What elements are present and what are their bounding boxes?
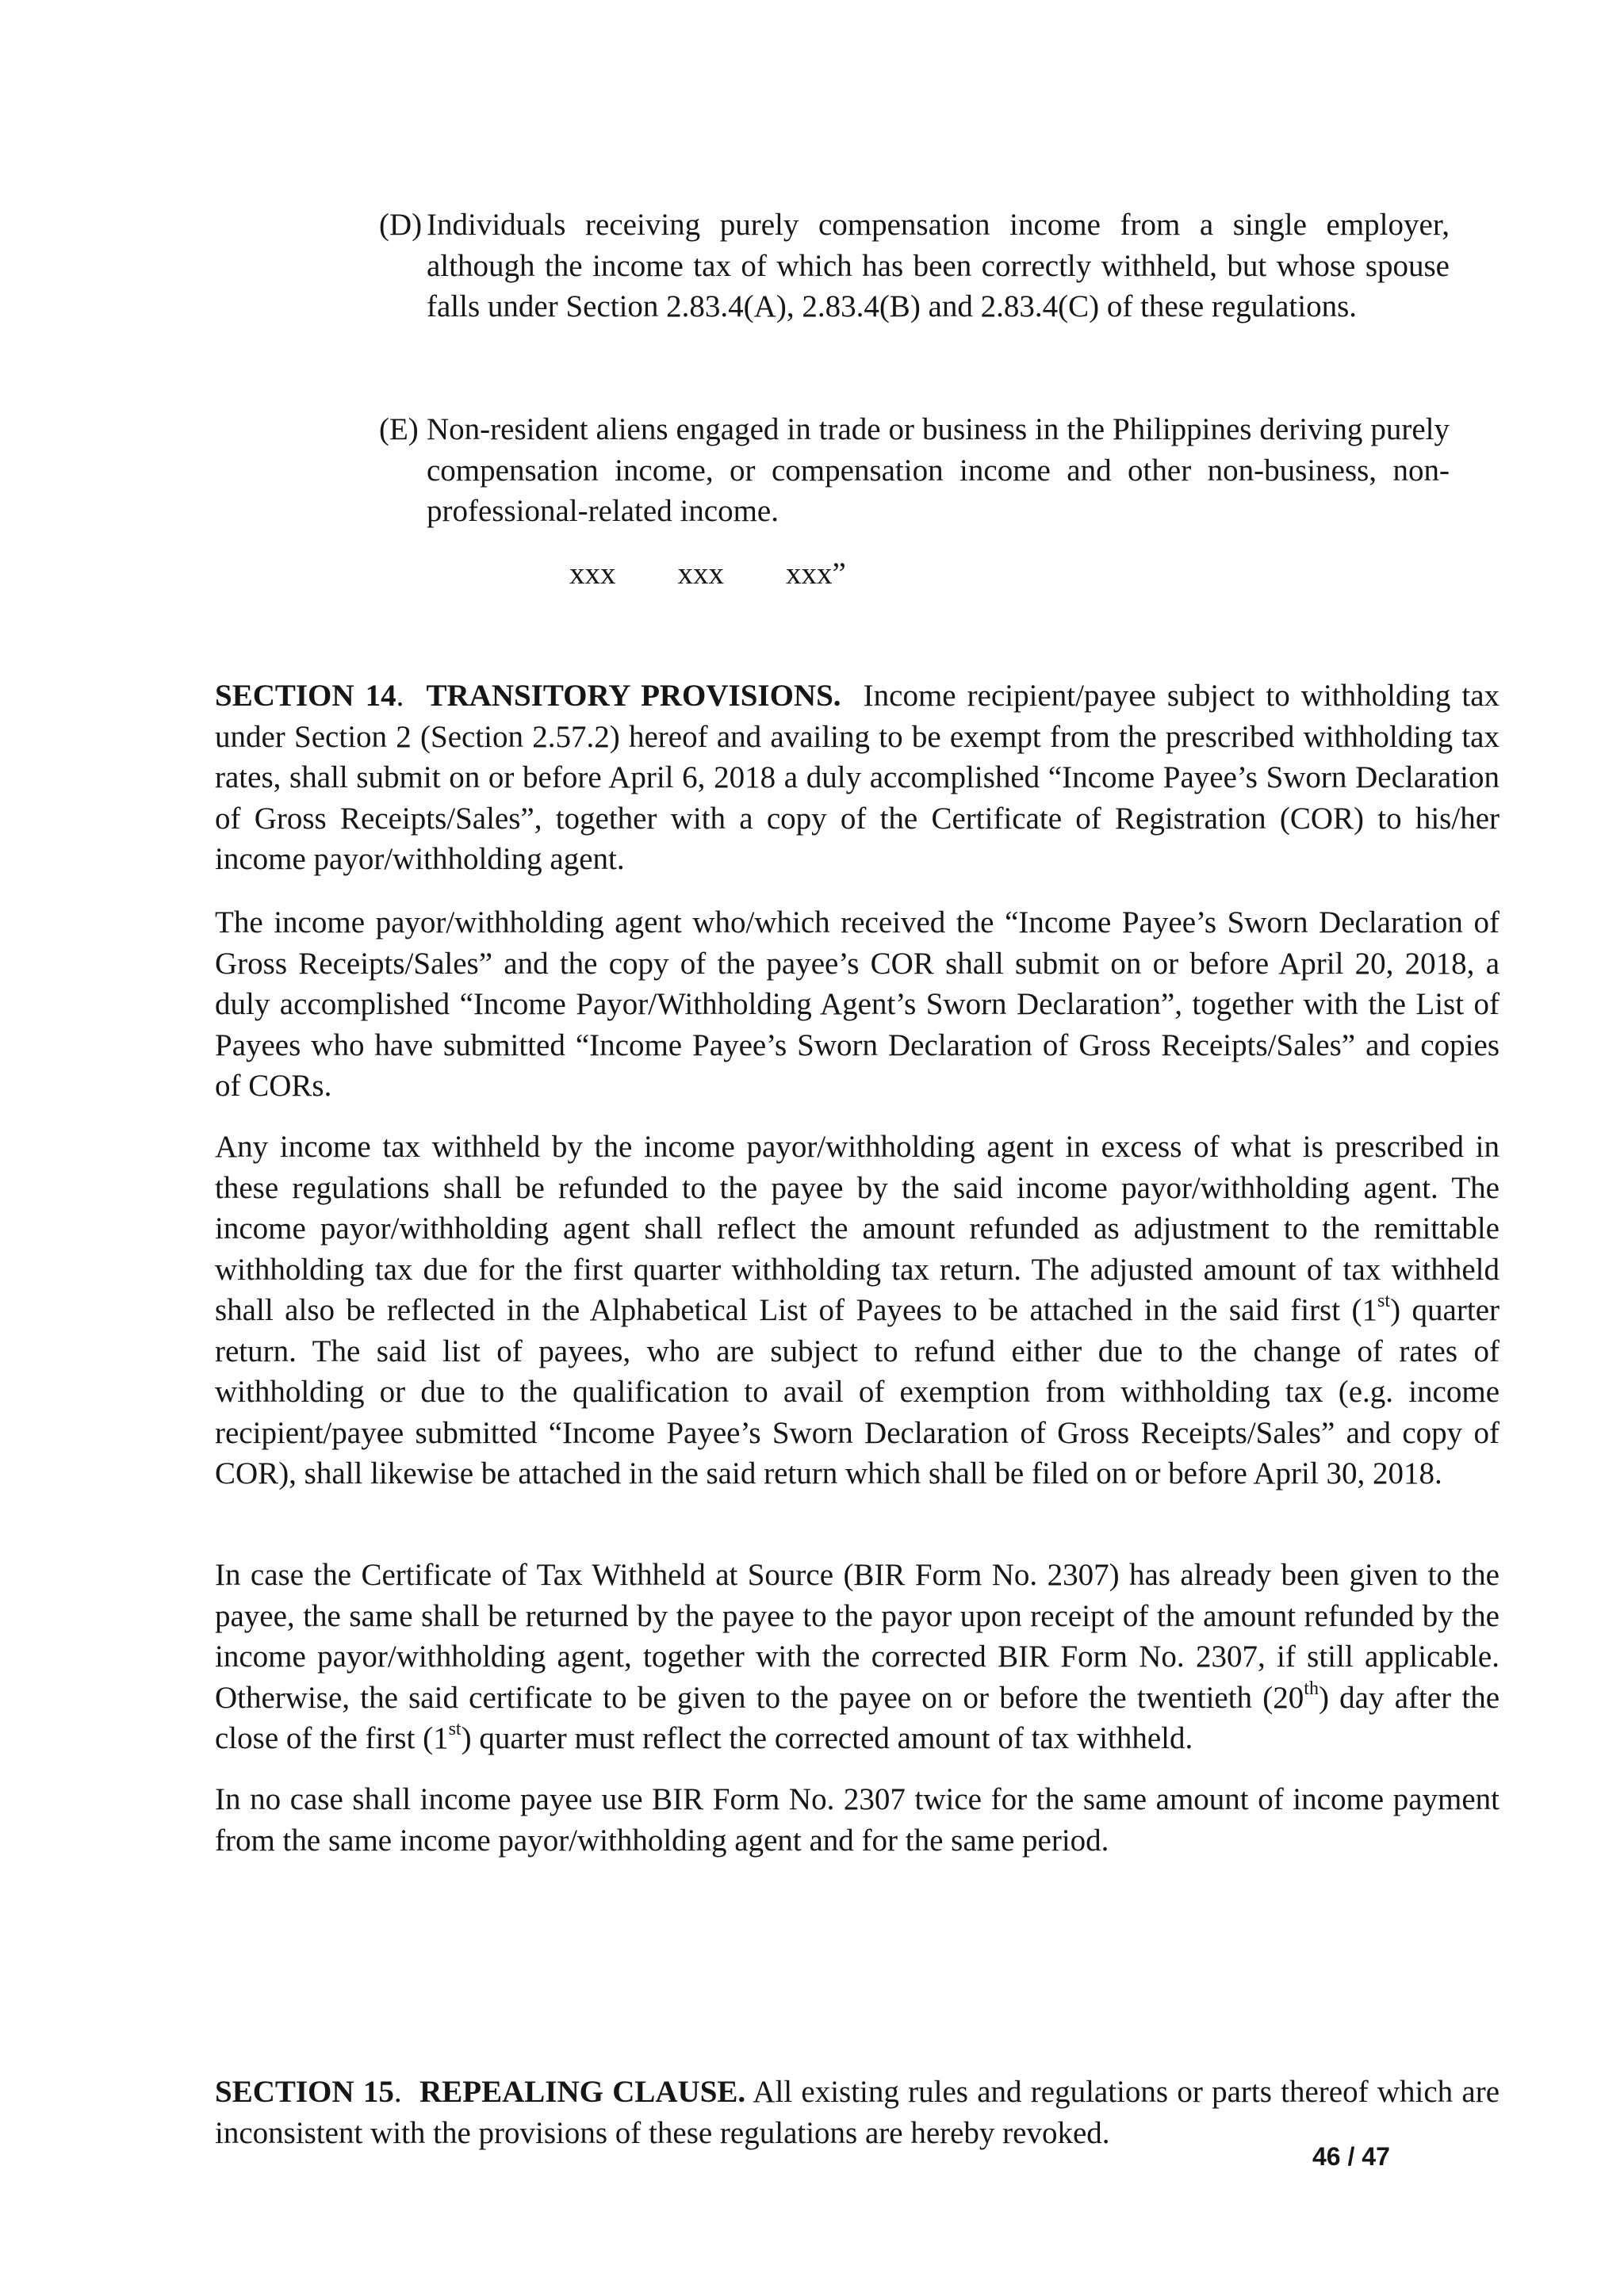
- paragraph-payor-declaration: The income payor/withholding agent who/which received the “Income Payee’s Sworn Declaration of Gross Receipts/Sales” and the copy of the payee’s COR shall submit on or before April 20, 2018, a duly accomplished “Income Payor/Withholding Agent’s Sworn Declaration”, together with the List of Payees who have submitted “Income Payee’s Sworn Declaration of Gross Receipts/Sales” and copies of CORs.: [215, 905, 1500, 1103]
- paragraph-text: Any income tax withheld by the income payor/withholding agent in excess of what is prescribed in these regulations shall be refunded to the payee by the said income payor/withholding agent. The income payor/withholding agent shall reflect the amount refunded as adjustment to the remittable withholding tax due for the first quarter withholding tax return. The adjusted amount of tax withheld shall also be reflected in the Alphabetical List of Payees to be attached in the said first (1: [215, 1130, 1500, 1327]
- section-title: REPEALING CLAUSE.: [419, 2075, 746, 2109]
- list-marker: (D): [379, 208, 423, 242]
- page-number: 46 / 47: [1312, 2142, 1390, 2171]
- omission-marker: xxx xxx xxx”: [569, 557, 846, 591]
- section-title: TRANSITORY PROVISIONS.: [426, 679, 841, 713]
- paragraph-text: ) quarter return. The said list of payees, who are subject to refund either due to the change of rates of withholding or due to the qualification to avail of exemption from withholding tax (e.g. income recipient/payee submitted “Income Payee’s Sworn Declaration of Gross Receipts/Sales” and copy of COR), shall likewise be attached in the said return which shall be filed on or before April 30, 2018.: [215, 1293, 1500, 1490]
- list-marker: (E): [379, 412, 419, 446]
- paragraph-text: ) quarter must reflect the corrected amount of tax withheld.: [461, 1721, 1193, 1755]
- superscript: st: [448, 1719, 462, 1739]
- section-15: SECTION 15. REPEALING CLAUSE. All existing rules and regulations or parts thereof which are inconsistent with the provisions of these regulations are hereby revoked.: [215, 2075, 1500, 2150]
- section-number: SECTION 14: [215, 679, 396, 713]
- paragraph-text: ) day after the close of the first (1: [215, 1680, 1500, 1755]
- paragraph-excess-refund: [215, 1127, 1500, 1494]
- paragraph-text: In case the Certificate of Tax Withheld at Source (BIR Form No. 2307) has already been given to the payee, the same shall be returned by the payee to the payor upon receipt of the amount refunded by the income payor/withholding agent, together with the corrected BIR Form No. 2307, if still applicable. Otherwise, the said certificate to be given to the payee on or before the twentieth (20: [215, 1558, 1500, 1715]
- section-14: SECTION 14. TRANSITORY PROVISIONS. Income recipient/payee subject to withholding tax under Section 2 (Section 2.57.2) hereof and availing to be exempt from the prescribed withholding tax rates, shall submit on or before April 6, 2018 a duly accomplished “Income Payee’s Sworn Declaration of Gross Receipts/Sales”, together with a copy of the Certificate of Registration (COR) to his/her income payor/withholding agent.: [215, 679, 1500, 876]
- section-number: SECTION 15: [215, 2075, 394, 2109]
- list-item-text: Non-resident aliens engaged in trade or business in the Philippines deriving purely compensation income, or compensation income and other non-business, non-professional-related income.: [427, 412, 1450, 528]
- list-item-d: [379, 205, 1450, 327]
- superscript: st: [1377, 1291, 1391, 1311]
- superscript: th: [1304, 1678, 1319, 1699]
- list-item-e: [379, 409, 1450, 532]
- paragraph-certificate-return: [215, 1555, 1500, 1759]
- section-text: Income recipient/payee subject to withholding tax under Section 2 (Section 2.57.2) hereof and availing to be exempt from the prescribed withholding tax rates, shall submit on or before April 6, 2018 a duly accomplished “Income Payee’s Sworn Declaration of Gross Receipts/Sales”, together with a copy of the Certificate of Registration (COR) to his/her income payor/withholding agent.: [215, 679, 1500, 876]
- paragraph-no-double-use: In no case shall income payee use BIR Form No. 2307 twice for the same amount of income payment from the same income payor/withholding agent and for the same period.: [215, 1782, 1500, 1858]
- section-text: All existing rules and regulations or parts thereof which are inconsistent with the provisions of these regulations are hereby revoked.: [215, 2075, 1500, 2150]
- list-item-text: Individuals receiving purely compensation income from a single employer, although the income tax of which has been correctly withheld, but whose spouse falls under Section 2.83.4(A), 2.83.4(B) and 2.83.4(C) of these regulations.: [427, 208, 1450, 323]
